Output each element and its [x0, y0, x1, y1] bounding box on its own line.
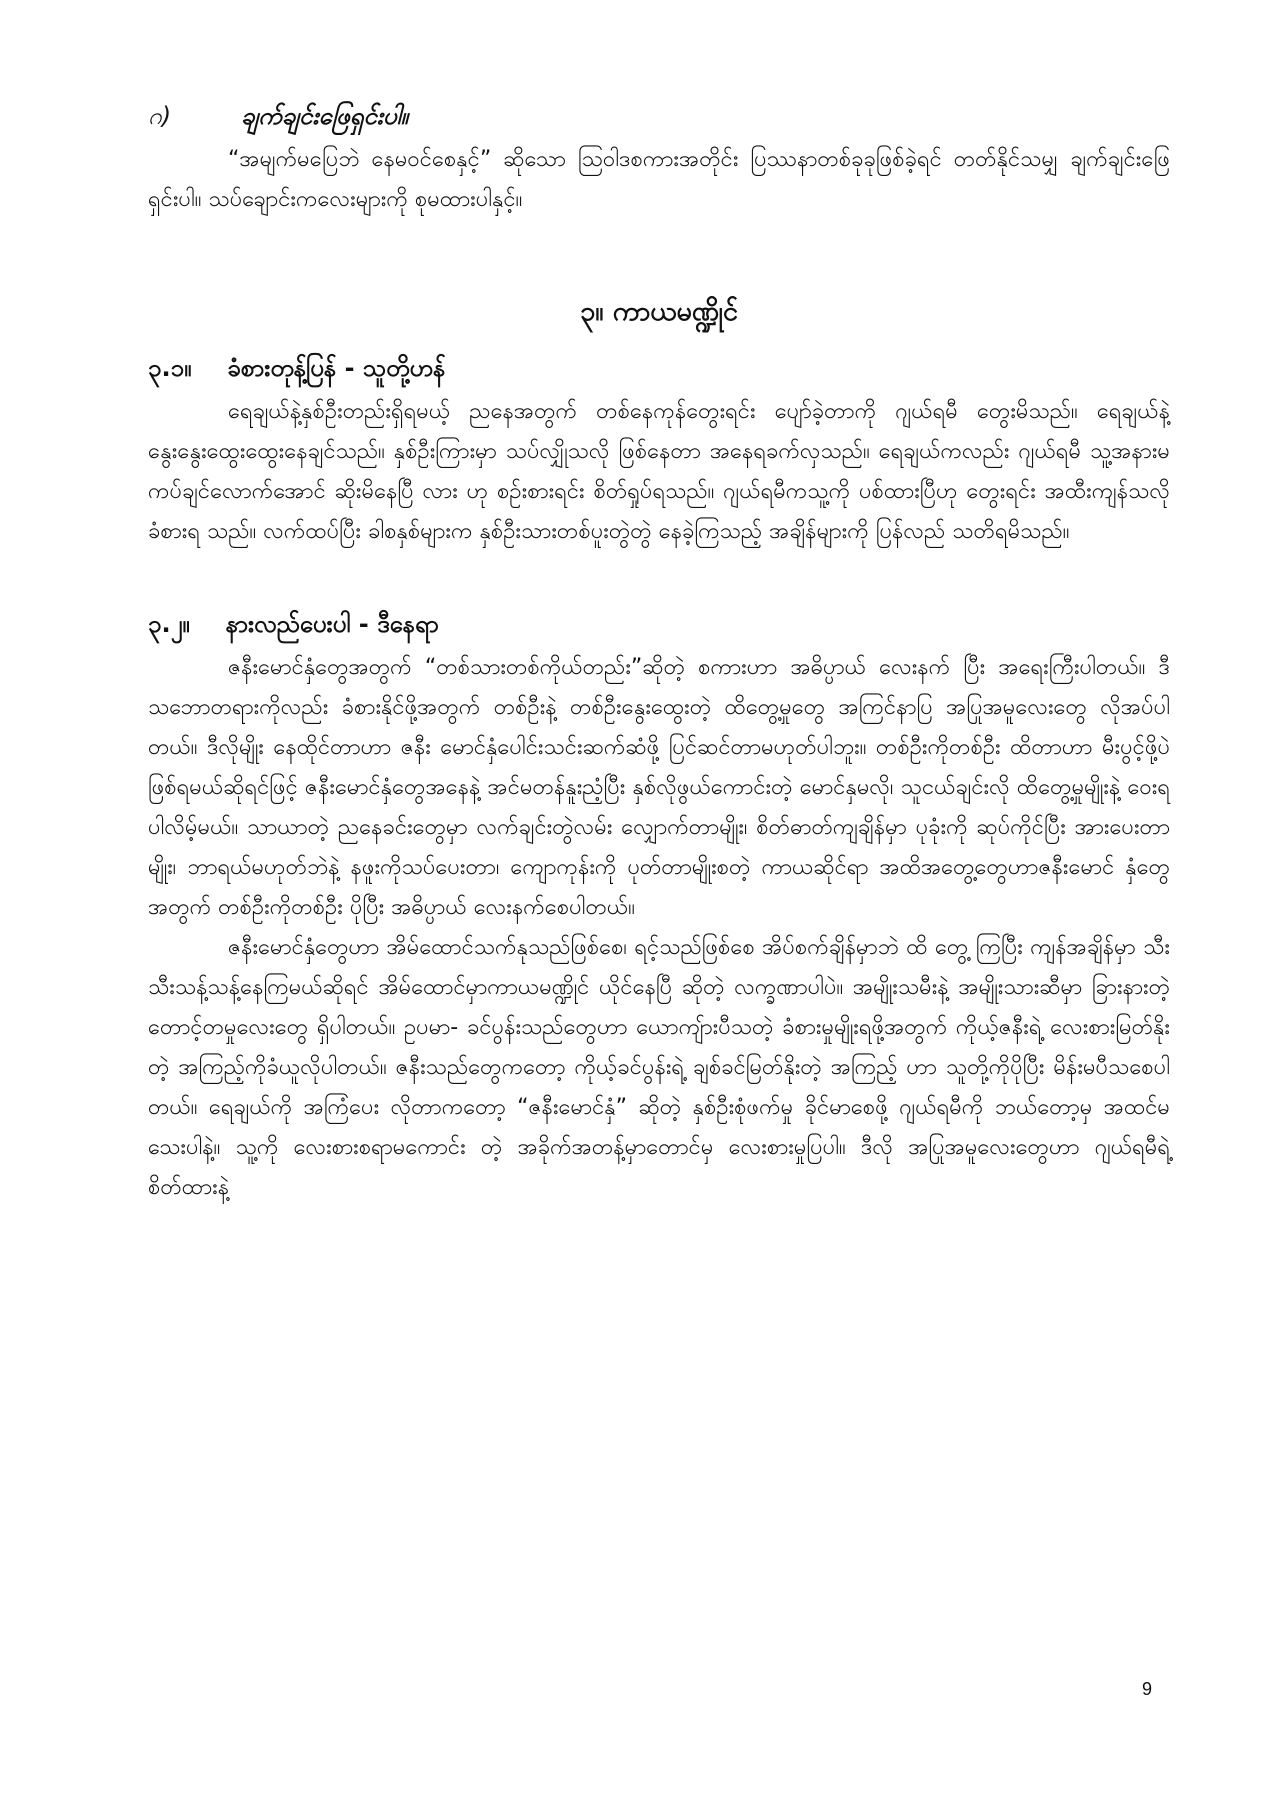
page-number: 9 — [1141, 1679, 1152, 1699]
section-title: နားလည်ပေးပါ - ဒီနေရာ — [225, 610, 439, 638]
item-paragraph: “အမျက်မပြေဘဲ နေမဝင်စေနှင့်” ဆိုသော ဩဝါဒစကားအတိုင်း ပြဿနာတစ်ခုခုဖြစ်ခဲ့ရင် တတ်နိုင်သမျှ ချက်ချင်းဖြေရှင်းပါ။ သပ်ချောင်းကလေးများကို စုမထားပါနှင့်။ — [148, 147, 1170, 212]
section-paragraph: ဇနီးမောင်နှံတွေဟာ အိမ်ထောင်သက်နုသည်ဖြစ်စေ၊ ရင့်သည်ဖြစ်စေ အိပ်စက်ချိန်မှာဘဲ ထိ တွေ့ ကြပြီး ကျန်အချိန်မှာ သီးသီးသန့်သန့်နေကြမယ်ဆိုရင် အိမ်ထောင်မှာကာယမဏ္ဍိုင် ယိုင်နေပြီ ဆိုတဲ့ လက္ခဏာပါပဲ။ အမျိုးသမီးနဲ့ အမျိုးသားဆီမှာ ခြားနားတဲ့တောင့်တမှုလေးတွေ ရှိပါတယ်။ ဥပမာ- ခင်ပွန်းသည်တွေဟာ ယောကျ်ားပီသတဲ့ ခံစားမှုမျိုးရဖို့အတွက် ကိုယ့်ဇနီးရဲ့ လေးစားမြတ်နိုး တဲ့ အကြည့်ကိုခံယူလိုပါတယ်။ ဇနီးသည်တွေကတော့ ကိုယ့်ခင်ပွန်းရဲ့ ချစ်ခင်မြတ်နိုးတဲ့ အကြည့် ဟာ သူတို့ကိုပိုပြီး မိန်းမပီသစေပါတယ်။ ရေချယ်ကို အကြံပေး လိုတာကတော့ “ဇနီးမောင်နှံ” ဆိုတဲ့ နှစ်ဦးစုံဖက်မှု ခိုင်မာစေဖို့ ဂျယ်ရမီကို ဘယ်တော့မှ အထင်မသေးပါနဲ့။ သူ့ကို လေးစားစရာမကောင်း တဲ့ အခိုက်အတန့်မှာတောင်မှ လေးစားမှုပြပါ။ ဒီလို အပြုအမူလေးတွေဟာ ဂျယ်ရမီရဲ့ စိတ်ထားနဲ့ — [148, 935, 1170, 1200]
section-title: ခံစားတုန့်ပြန် - သူတို့ဟန် — [227, 354, 446, 382]
section-number: ၃.၂။ — [148, 610, 190, 638]
item-number: ဂ) — [148, 102, 172, 130]
section-heading — [148, 604, 1170, 644]
section-heading — [148, 348, 1170, 388]
section-paragraph: ရေချယ်နဲ့နှစ်ဦးတည်းရှိရမယ့် ညနေအတွက် တစ်နေကုန်တွေးရင်း ပျော်ခဲ့တာကို ဂျယ်ရမီ တွေးမိသည်။ ရေချယ်နဲ့နွေးနွေးထွေးထွေးနေချင်သည်။ နှစ်ဦးကြားမှာ သပ်လျှိုသလို ဖြစ်နေတာ အနေရခက်လှသည်။ ရေချယ်ကလည်း ဂျယ်ရမီ သူ့အနားမကပ်ချင်လောက်အောင် ဆိုးမိနေပြီ လား ဟု စဉ်းစားရင်း စိတ်ရှုပ်ရသည်။ ဂျယ်ရမီကသူ့ကို ပစ်ထားပြီဟု တွေးရင်း အထီးကျန်သလိုခံစားရ သည်။ လက်ထပ်ပြီး ခါစနှစ်များက နှစ်ဦးသားတစ်ပူးတွဲတွဲ နေခဲ့ကြသည့် အချိန်များကို ပြန်လည် သတိရမိသည်။ — [148, 399, 1170, 544]
section-paragraph: ဇနီးမောင်နှံတွေအတွက် “တစ်သားတစ်ကိုယ်တည်း”ဆိုတဲ့ စကားဟာ အဓိပ္ပာယ် လေးနက် ပြီး အရေးကြီးပါတယ်။ ဒီသဘောတရားကိုလည်း ခံစားနိုင်ဖို့အတွက် တစ်ဦးနဲ့ တစ်ဦးနွေးထွေးတဲ့ ထိတွေ့မှုတွေ အကြင်နာပြ အပြုအမူလေးတွေ လိုအပ်ပါတယ်။ ဒီလိုမျိုး နေထိုင်တာဟာ ဇနီး မောင်နှံပေါင်းသင်းဆက်ဆံဖို့ ပြင်ဆင်တာမဟုတ်ပါဘူး။ တစ်ဦးကိုတစ်ဦး ထိတာဟာ မီးပွင့်ဖို့ပဲ ဖြစ်ရမယ်ဆိုရင်ဖြင့် ဇနီးမောင်နှံတွေအနေနဲ့ အင်မတန်နူးညံ့ပြီး နှစ်လိုဖွယ်ကောင်းတဲ့ မောင်နှမလို၊ သူငယ်ချင်းလို ထိတွေ့မှုမျိုးနဲ့ ဝေးရပါလိမ့်မယ်။ သာယာတဲ့ ညနေခင်းတွေမှာ လက်ချင်းတွဲလမ်း လျှောက်တာမျိုး၊ စိတ်ဓာတ်ကျချိန်မှာ ပုခုံးကို ဆုပ်ကိုင်ပြီး အားပေးတာမျိုး၊ ဘာရယ်မဟုတ်ဘဲနဲ့ နဖူးကိုသပ်ပေးတာ၊ ကျောကုန်းကို ပုတ်တာမျိုးစတဲ့ ကာယဆိုင်ရာ အထိအတွေ့တွေဟာဇနီးမောင် နှံတွေအတွက် တစ်ဦးကိုတစ်ဦး ပိုပြီး အဓိပ္ပာယ် လေးနက်စေပါတယ်။ — [148, 655, 1170, 920]
item-title: ချက်ချင်းဖြေရှင်းပါ။ — [241, 102, 409, 130]
item-heading — [148, 96, 1170, 136]
section-number: ၃.၁။ — [148, 354, 192, 382]
chapter-title: ၃။ ကာယမဏ္ဍိုင် — [580, 296, 738, 327]
